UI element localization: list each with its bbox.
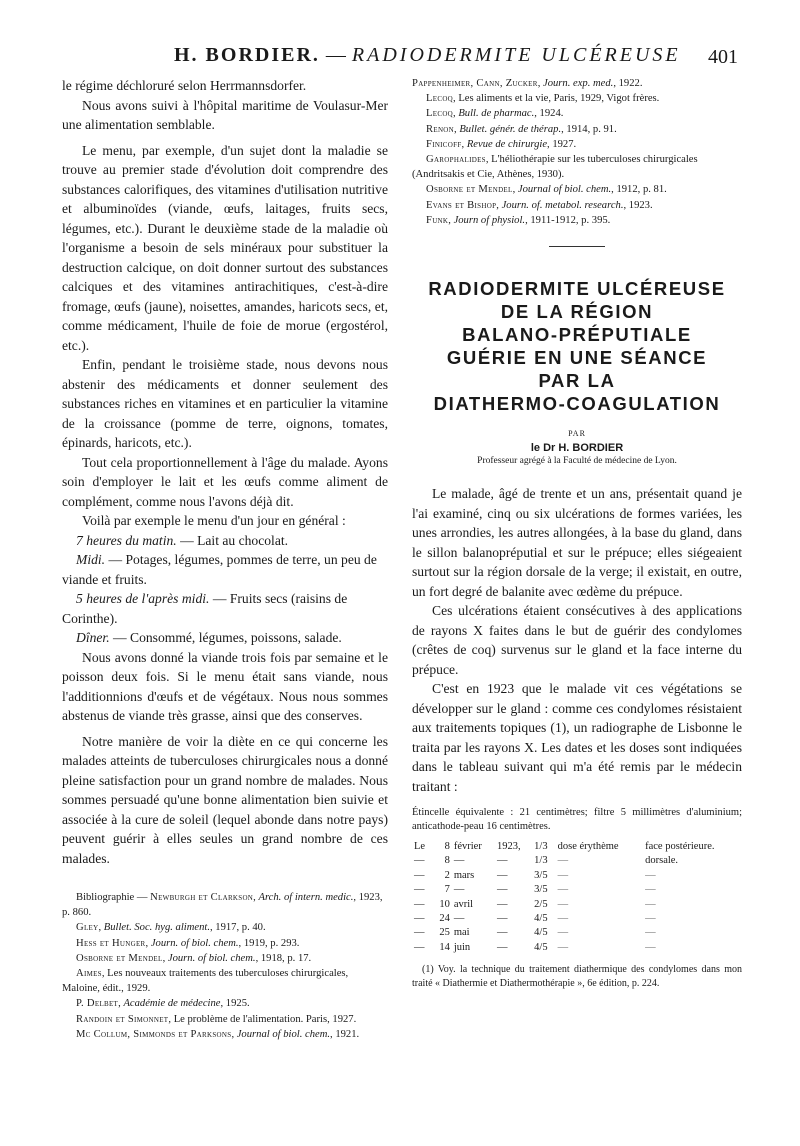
paragraph: Le menu, par exemple, d'un sujet dont la maladie se trouve au premier stade d'évolution doit comprendre des substances calorifiques, des vitamines d'utilisation nutritive et albuminoïdes (viande, œufs, laitages, fruits secs, légumes, etc.). Durant le deuxième stade de la maladie où l'organisme a besoin de sels minéraux pour substituer la destruction calcique, on doit donner surtout des substances calciques et des vitamines antirachitiques, c'est-à-dire fromage, œufs (jaune), noisettes, amandes, haricots secs, et, comme médicament, l'huile de foie de morue (ergostérol, etc.). [62, 142, 388, 353]
title-line: GUÉRIE EN UNE SÉANCE [446, 347, 708, 369]
cell-face: — [645, 898, 656, 910]
bibliography-entry: Bibliographie — Newburgh et Clarkson, Arch. of intern. medic., 1923, p. 860. [62, 892, 383, 919]
paragraph: Ces ulcérations étaient consécutives à des applications de rayons X faites dans le but de guérir des condylomes (crêtes de coq) survenus sur le gland et la face interne du prépuce. [412, 603, 742, 677]
cell-month: avril [453, 898, 474, 910]
paragraph: Enfin, pendant le troisième stade, nous devons nous abstenir des médicaments et donner seulement des substances riches en vitamines et en particulier la vitamine de la croissance (pomme de terre, oignons, tomates, épinards, haricots, etc.). [62, 357, 388, 450]
menu-item [62, 589, 388, 628]
cell-year: — [496, 869, 508, 881]
cell-face: — [645, 884, 656, 896]
title-line: PAR LA [538, 370, 616, 392]
cell-day: 14 [439, 941, 450, 953]
table-row [412, 869, 742, 883]
cell-face: — [645, 941, 656, 953]
reference-entry: Garophalides, L'héliothérapie sur les tuberculoses chirurgicales (Andritsakis et Cie, Athènes, 1930). [412, 154, 698, 181]
cell-year: — [496, 884, 508, 896]
bibliography-entry: P. Delbet, Académie de médecine, 1925. [76, 998, 250, 1010]
cell-le: Le [414, 841, 426, 853]
cell-dose: 1/3 [534, 841, 548, 853]
cell-year: — [496, 941, 508, 953]
cell-month: — [453, 884, 465, 896]
spark-note: Étincelle équivalente : 21 centimètres; filtre 5 millimètres d'aluminium; anticathode-peau 16 centimètres. [412, 807, 742, 833]
author-byline: le Dr H. BORDIER [530, 442, 624, 455]
cell-month: mars [453, 869, 475, 881]
cell-day: 10 [439, 898, 450, 910]
cell-day: 8 [444, 855, 450, 867]
menu-list [62, 531, 388, 648]
page-number: 401 [708, 46, 738, 68]
menu-time: Dîner. [76, 630, 110, 645]
cell-dose: 4/5 [534, 927, 548, 939]
cell-year: — [496, 927, 508, 939]
reference-entry: Evans et Bishop, Journ. of. metabol. research., 1923. [426, 199, 653, 211]
reference-entry: Renon, Bullet. génér. de thérap., 1914, p. 91. [426, 123, 617, 135]
section-divider [549, 246, 605, 247]
cell-face: — [645, 927, 656, 939]
cell-face: — [645, 869, 656, 881]
running-header [56, 44, 744, 76]
cell-le: — [414, 941, 425, 953]
bibliography-entry: Osborne et Mendel, Journ. of biol. chem., 1918, p. 17. [76, 952, 312, 964]
bibliography-label: Bibliographie [76, 892, 135, 903]
header-subject: RADIODERMITE ULCÉREUSE [351, 44, 681, 66]
paragraph: C'est en 1923 que le malade vit ces végétations se développer sur le gland : comme ces condylomes résistaient aux traitements topiques (1), un radiographe de Lisbonne le traita par les rayons X. Les dates et les doses sont indiquées dans le tableau suivant qui m'a été remis par le médecin traitant : [412, 681, 742, 794]
cell-month: mai [453, 927, 470, 939]
bibliography-entry: Randoin et Simonnet, Le problème de l'alimentation. Paris, 1927. [76, 1013, 357, 1025]
cell-erythem: — [557, 898, 569, 910]
cell-year: 1923, [496, 841, 521, 853]
cell-face: dorsale. [645, 855, 679, 867]
menu-food: — Potages, légumes, pommes de terre, un peu de viande et fruits. [62, 552, 377, 587]
references-continued [412, 76, 742, 228]
reference-entry: Pappenheimer, Cann, Zucker, Journ. exp. med., 1922. [412, 78, 643, 89]
menu-food: — Lait au chocolat. [176, 532, 289, 548]
title-line: DE LA RÉGION [500, 301, 654, 323]
table-row [412, 898, 742, 912]
paragraph: Voilà par exemple le menu d'un jour en général : [82, 513, 346, 528]
cell-erythem: — [557, 869, 569, 881]
paragraph: Tout cela proportionnellement à l'âge du malade. Ayons soin d'employer le lait et les œufs comme aliment de complément, comme nous l'avons déjà dit. [62, 454, 388, 509]
cell-dose: 3/5 [534, 869, 548, 881]
header-separator: — [325, 44, 346, 66]
reference-entry: Finicoff, Revue de chirurgie, 1927. [426, 138, 577, 150]
menu-item [62, 628, 388, 648]
dose-table [412, 840, 742, 955]
cell-day: 2 [444, 869, 450, 881]
header-author: H. BORDIER. [174, 44, 320, 66]
cell-le: — [414, 927, 425, 939]
menu-food: — Consommé, légumes, poissons, salade. [109, 630, 342, 645]
bibliography [62, 890, 388, 1042]
cell-erythem: — [557, 941, 569, 953]
cell-dose: 2/5 [534, 898, 548, 910]
par-label: PAR [568, 429, 586, 439]
paragraph: Le malade, âgé de trente et un ans, présentait quand je l'ai examiné, cinq ou six ulcérations de formes variées, les unes arrondies, les autres allongées, à la base du gland, dans le sillon balanopréputial et sur le prépuce; elles siégeaient surtout sur la région dorsale de la verge; il existait, en outre, un fort degré de balanite avec œdème du prépuce. [412, 486, 742, 599]
cell-day: 24 [439, 913, 450, 925]
table-row [412, 840, 742, 854]
cell-year: — [496, 898, 508, 910]
cell-le: — [414, 913, 425, 925]
right-column [412, 76, 742, 990]
article-title [412, 277, 742, 415]
cell-le: — [414, 855, 425, 867]
cell-day: 25 [439, 927, 450, 939]
cell-month: — [453, 913, 465, 925]
bibliography-entry: Gley, Bullet. Soc. hyg. aliment., 1917, p. 40. [76, 922, 266, 934]
cell-erythem: — [557, 884, 569, 896]
author-affiliation: Professeur agrégé à la Faculté de médecine de Lyon. [477, 456, 677, 467]
left-column [62, 76, 388, 1042]
cell-dose: 4/5 [534, 941, 548, 953]
menu-time: 7 heures du matin. [76, 532, 177, 548]
title-line: RADIODERMITE ULCÉREUSE [428, 278, 726, 300]
menu-item [62, 531, 388, 551]
table-row [412, 926, 742, 940]
table-row [412, 912, 742, 926]
bibliography-entry: Mc Collum, Simmonds et Parksons, Journal of biol. chem., 1921. [76, 1028, 360, 1040]
cell-month: juin [453, 941, 471, 953]
cell-face: — [645, 913, 656, 925]
cell-dose: 4/5 [534, 913, 548, 925]
menu-time: Midi. [76, 552, 106, 567]
table-row [412, 883, 742, 897]
cell-erythem: — [557, 927, 569, 939]
bibliography-entry: Aimes, Les nouveaux traitements des tuberculoses chirurgicales, Maloine, édit., 1929. [62, 968, 349, 995]
cell-day: 8 [444, 841, 450, 853]
reference-entry: Osborne et Mendel, Journal of biol. chem., 1912, p. 81. [426, 184, 667, 196]
table-row [412, 854, 742, 868]
reference-entry: Funk, Journ of physiol., 1911-1912, p. 395. [426, 214, 611, 226]
paragraph: Notre manière de voir la diète en ce qui concerne les malades atteints de tuberculoses chirurgicales nous a donné pleine satisfaction pour un grand nombre de malades. Nous sommes persuadé qu'une bonne alimentation bien suivie et associée à la cure de soleil (lequel abonde dans notre pays) peuvent guérir à elles seules un grand nombre de ces malades. [62, 733, 388, 866]
menu-item [62, 550, 388, 589]
cell-erythem: dose érythème [557, 841, 619, 853]
cell-year: — [496, 855, 508, 867]
cell-erythem: — [557, 913, 569, 925]
cell-le: — [414, 869, 425, 881]
reference-entry: Lecoq, Les aliments et la vie, Paris, 1929, Vigot frères. [426, 93, 660, 105]
paragraph: Nous avons suivi à l'hôpital maritime de Voulasur-Mer une alimentation semblable. [62, 97, 388, 132]
bibliography-entry: Hess et Hunger, Journ. of biol. chem., 1919, p. 293. [76, 937, 300, 949]
reference-entry: Lecoq, Bull. de pharmac., 1924. [426, 108, 564, 120]
cell-month: février [453, 841, 482, 853]
intro-line: le régime déchloruré selon Herrmannsdorfer. [62, 78, 307, 93]
menu-time: 5 heures de l'après midi. [76, 591, 210, 606]
cell-face: face postérieure. [645, 841, 715, 853]
paragraph: Nous avons donné la viande trois fois par semaine et le poisson deux fois. Si le menu était sans viande, nous l'additionnions d'œufs et de végétaux. Nous nous sommes abstenus de viande très grasse, ainsi que des conserves. [62, 649, 388, 723]
title-line: BALANO-PRÉPUTIALE [462, 324, 692, 346]
cell-erythem: — [557, 855, 569, 867]
footnote: (1) Voy. la technique du traitement diathermique des condylomes dans mon traité « Diathermie et Diathermothérapie », 6e édition, p. 224. [412, 964, 742, 989]
cell-day: 7 [444, 884, 450, 896]
cell-le: — [414, 898, 425, 910]
cell-year: — [496, 913, 508, 925]
cell-dose: 3/5 [534, 884, 548, 896]
running-title [174, 44, 681, 67]
title-line: DIATHERMO-COAGULATION [433, 393, 721, 415]
menu-food: — Fruits secs (raisins de Corinthe). [62, 591, 348, 626]
cell-month: — [453, 855, 465, 867]
table-row [412, 941, 742, 955]
cell-dose: 1/3 [534, 855, 548, 867]
cell-le: — [414, 884, 425, 896]
